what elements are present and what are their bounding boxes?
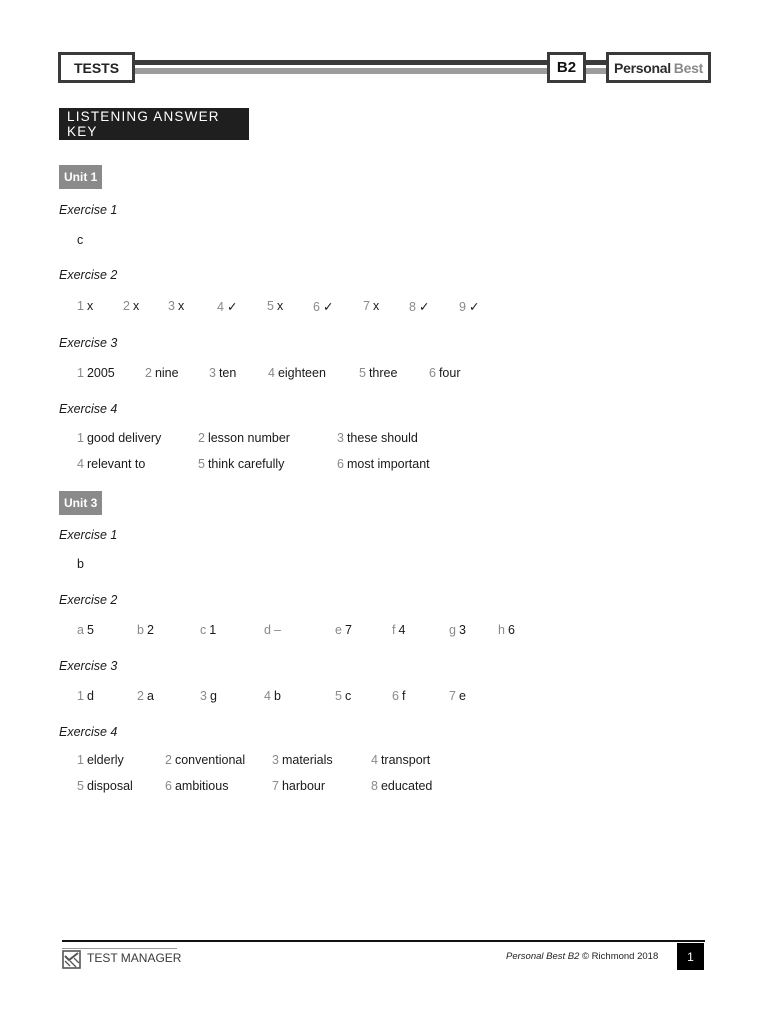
answer-text: 4 xyxy=(398,623,406,637)
answer-item xyxy=(449,623,466,637)
answer-item xyxy=(137,689,154,703)
copyright-publisher: © Richmond 2018 xyxy=(579,951,659,962)
answer-text: three xyxy=(368,366,398,380)
answer-item xyxy=(371,779,432,793)
answer-item xyxy=(392,689,405,703)
answer-item xyxy=(429,366,461,380)
answer-text: x xyxy=(132,299,140,313)
answer-text: 2 xyxy=(146,623,154,637)
answer-item xyxy=(77,753,124,767)
answer-text: x xyxy=(86,299,94,313)
answer-text: a xyxy=(146,689,154,703)
answer-item xyxy=(165,779,228,793)
unit-badge: Unit 1 xyxy=(59,165,102,189)
test-manager-icon xyxy=(62,950,81,969)
answer-item xyxy=(209,366,236,380)
answer-number: 4 xyxy=(217,300,224,314)
answer-number: 3 xyxy=(209,366,216,380)
answer-number: 8 xyxy=(409,300,416,314)
answer-text: ✓ xyxy=(226,300,238,314)
answer-number: 3 xyxy=(337,431,344,445)
footer-rule xyxy=(62,940,705,942)
answer-text: ✓ xyxy=(418,300,430,314)
answer-text: ✓ xyxy=(468,300,480,314)
exercise-title: Exercise 1 xyxy=(59,528,118,542)
answer-number: d xyxy=(264,623,271,637)
answer-number: 6 xyxy=(313,300,320,314)
answer-number: 4 xyxy=(268,366,275,380)
answer-text: 7 xyxy=(344,623,352,637)
answer-item xyxy=(77,689,94,703)
answer-text: ambitious xyxy=(174,779,229,793)
answer-text: c xyxy=(77,233,84,247)
header-rule-dark xyxy=(133,60,549,65)
answer-text: x xyxy=(372,299,380,313)
answer-item xyxy=(268,366,326,380)
copyright-text xyxy=(506,951,658,962)
answer-text: relevant to xyxy=(86,457,146,471)
answer-item xyxy=(335,689,351,703)
answer-number: b xyxy=(137,623,144,637)
answer-number: 7 xyxy=(363,299,370,313)
answer-text: ✓ xyxy=(322,300,334,314)
answer-item xyxy=(359,366,397,380)
answer-text: conventional xyxy=(174,753,246,767)
answer-text: b xyxy=(77,557,84,571)
answer-item xyxy=(200,689,217,703)
answer-number: 3 xyxy=(168,299,175,313)
unit-badge: Unit 3 xyxy=(59,491,102,515)
answer-item xyxy=(165,753,245,767)
answer-number: 5 xyxy=(359,366,366,380)
header-rule-light xyxy=(133,68,549,74)
answer-item xyxy=(337,431,418,445)
answer-text: 6 xyxy=(507,623,515,637)
answer-item xyxy=(168,299,184,313)
header-rule-dark-right xyxy=(584,60,608,65)
answer-number: 6 xyxy=(337,457,344,471)
answer-number: e xyxy=(335,623,342,637)
brand-logo xyxy=(606,52,711,83)
answer-text: elderly xyxy=(86,753,124,767)
answer-item xyxy=(498,623,515,637)
answer-number: 5 xyxy=(77,779,84,793)
answer-number: 2 xyxy=(145,366,152,380)
answer-text: educated xyxy=(380,779,433,793)
answer-text: 2005 xyxy=(86,366,115,380)
answer-number: 4 xyxy=(371,753,378,767)
answer-item xyxy=(77,431,161,445)
answer-item xyxy=(313,299,333,314)
answer-item xyxy=(77,299,93,313)
answer-text: – xyxy=(273,623,281,637)
answer-text: these should xyxy=(346,431,418,445)
answer-item xyxy=(217,299,237,314)
answer-text: lesson number xyxy=(207,431,290,445)
answer-text: harbour xyxy=(281,779,326,793)
answer-item xyxy=(264,689,281,703)
answer-text: d xyxy=(86,689,94,703)
answer-number: 9 xyxy=(459,300,466,314)
exercise-title: Exercise 3 xyxy=(59,659,118,673)
tests-label: TESTS xyxy=(58,52,135,83)
answer-item xyxy=(371,753,430,767)
answer-number: c xyxy=(200,623,207,637)
answer-number: 6 xyxy=(429,366,436,380)
answer-number: 2 xyxy=(137,689,144,703)
answer-number: 7 xyxy=(272,779,279,793)
answer-text: c xyxy=(344,689,352,703)
answer-item xyxy=(198,431,290,445)
page-number: 1 xyxy=(677,943,704,970)
answer-number: 7 xyxy=(449,689,456,703)
answer-item xyxy=(335,623,352,637)
exercise-title: Exercise 2 xyxy=(59,593,118,607)
answer-number: 2 xyxy=(198,431,205,445)
answer-item xyxy=(145,366,179,380)
answer-item xyxy=(409,299,429,314)
answer-number: 2 xyxy=(123,299,130,313)
answer-item xyxy=(77,779,133,793)
answer-number: 3 xyxy=(272,753,279,767)
answer-item xyxy=(264,623,284,637)
answer-number: 1 xyxy=(77,366,84,380)
answer-text: most important xyxy=(346,457,430,471)
answer-number: 3 xyxy=(200,689,207,703)
answer-number: 5 xyxy=(267,299,274,313)
answer-text: four xyxy=(438,366,461,380)
answer-text: g xyxy=(209,689,217,703)
answer-item xyxy=(337,457,430,471)
answer-text: nine xyxy=(154,366,179,380)
answer-text: think carefully xyxy=(207,457,285,471)
copyright-title: Personal Best B2 xyxy=(506,951,580,962)
answer-text: x xyxy=(276,299,284,313)
header-rule-light-right xyxy=(584,68,608,74)
answer-number: 8 xyxy=(371,779,378,793)
answer-number: 2 xyxy=(165,753,172,767)
answer-text: disposal xyxy=(86,779,133,793)
answer-item xyxy=(392,623,405,637)
answer-item xyxy=(137,623,154,637)
brand-personal: Personal xyxy=(614,59,671,76)
answer-number: 4 xyxy=(264,689,271,703)
test-manager-label: TEST MANAGER xyxy=(87,951,182,965)
answer-item xyxy=(272,779,325,793)
answer-text: f xyxy=(401,689,406,703)
answer-item xyxy=(198,457,284,471)
answer-number: 1 xyxy=(77,753,84,767)
answer-item xyxy=(272,753,333,767)
exercise-title: Exercise 4 xyxy=(59,402,118,416)
answer-item xyxy=(77,623,94,637)
answer-item xyxy=(449,689,466,703)
answer-text: good delivery xyxy=(86,431,162,445)
exercise-title: Exercise 3 xyxy=(59,336,118,350)
answer-number: 4 xyxy=(77,457,84,471)
answer-text: ten xyxy=(218,366,237,380)
answer-text: e xyxy=(458,689,466,703)
answer-text: b xyxy=(273,689,281,703)
answer-text: materials xyxy=(281,753,333,767)
answer-item xyxy=(267,299,283,313)
answer-number: a xyxy=(77,623,84,637)
answer-text: transport xyxy=(380,753,431,767)
answer-text: 5 xyxy=(86,623,94,637)
answer-text: x xyxy=(177,299,185,313)
answer-number: 5 xyxy=(335,689,342,703)
footer-rule-thin xyxy=(62,948,177,949)
answer-number: 1 xyxy=(77,431,84,445)
answer-number: g xyxy=(449,623,456,637)
answer-item xyxy=(363,299,379,313)
exercise-title: Exercise 1 xyxy=(59,203,118,217)
answer-number: 5 xyxy=(198,457,205,471)
answer-number: 6 xyxy=(392,689,399,703)
answer-number: f xyxy=(392,623,396,637)
answer-number: 1 xyxy=(77,299,84,313)
exercise-title: Exercise 4 xyxy=(59,725,118,739)
exercise-title: Exercise 2 xyxy=(59,268,118,282)
brand-best: Best xyxy=(673,59,703,76)
section-title: LISTENING ANSWER KEY xyxy=(59,108,249,140)
answer-text: eighteen xyxy=(277,366,326,380)
answer-item xyxy=(123,299,139,313)
answer-item xyxy=(77,557,84,571)
answer-number: 6 xyxy=(165,779,172,793)
answer-item xyxy=(459,299,479,314)
answer-item xyxy=(77,457,145,471)
answer-number: 1 xyxy=(77,689,84,703)
level-badge: B2 xyxy=(547,52,586,83)
answer-item xyxy=(200,623,216,637)
answer-number: h xyxy=(498,623,505,637)
answer-item xyxy=(77,366,115,380)
answer-text: 3 xyxy=(458,623,466,637)
answer-item xyxy=(77,233,83,247)
answer-text: 1 xyxy=(209,623,217,637)
